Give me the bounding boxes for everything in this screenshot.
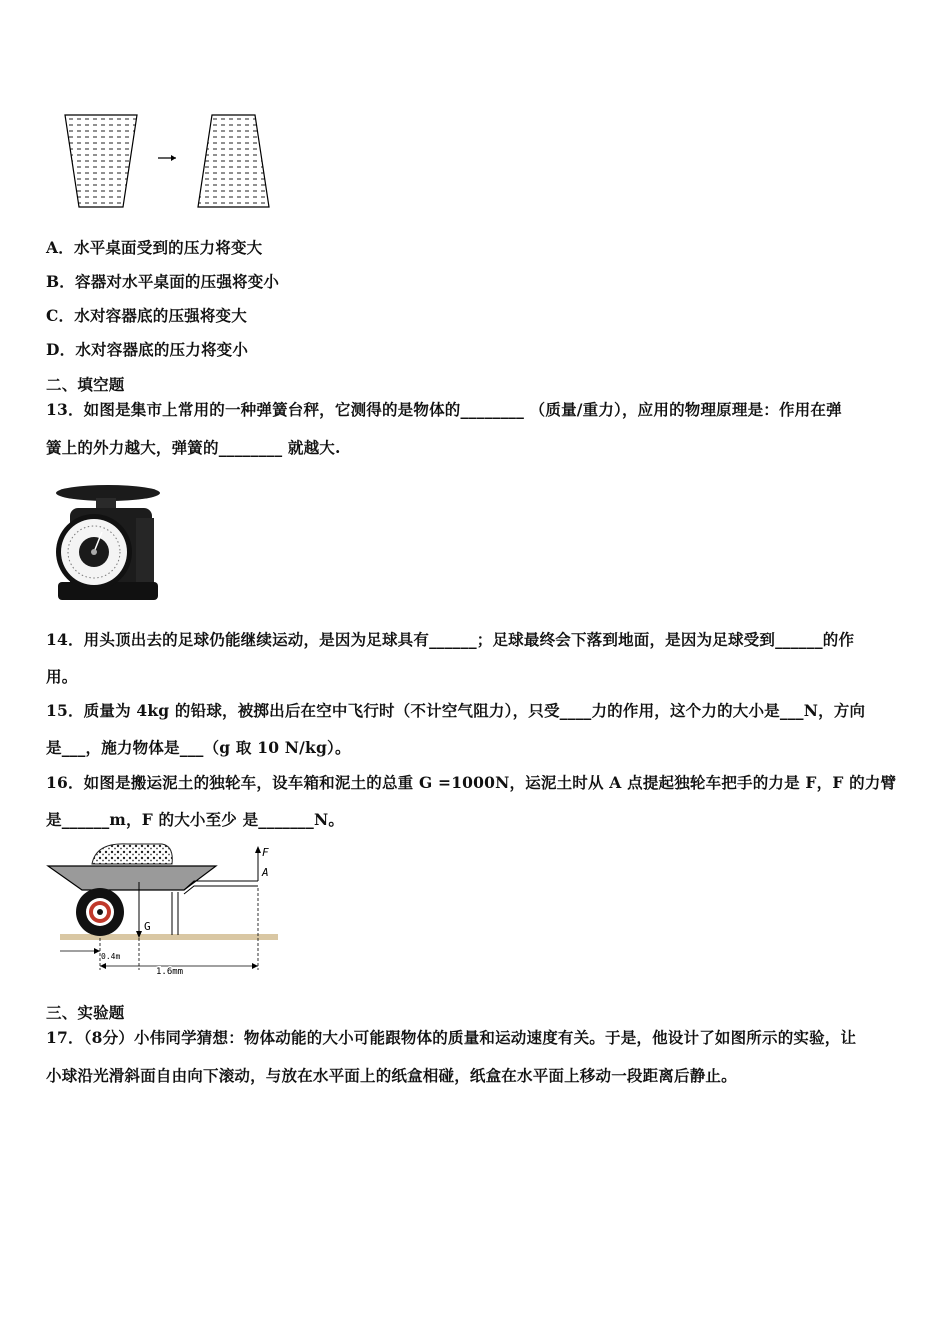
option-a-text: 水平桌面受到的压力将变大 [73,238,263,257]
option-c-text: 水对容器底的压强将变大 [74,306,247,325]
spring-scale-figure [52,482,162,604]
arrow-head [171,155,176,161]
option-b [46,270,279,292]
label-gravity: G [144,920,151,933]
option-d [46,338,248,360]
vessel-wide-bottom [198,115,269,207]
option-d-letter: D． [46,340,76,359]
vessel-wide-top [65,115,137,207]
q16-line2: 是______m，F 的大小至少 是_______N。 [46,810,345,829]
wheelbarrow-figure [44,838,284,978]
container-figure-svg [60,110,280,215]
q15-line2: 是___，施力物体是___（g 取 10 N/kg）。 [46,738,351,757]
wheelbarrow-svg [44,838,284,978]
option-c [46,304,247,326]
section-fill-blank-title: 二、填空题 [46,375,125,394]
label-force: F [262,846,269,859]
option-b-text: 容器对水平桌面的压强将变小 [75,272,280,291]
option-b-letter: B． [46,272,76,291]
option-c-letter: C． [46,306,75,325]
option-d-text: 水对容器底的压力将变小 [75,340,249,359]
q17-line2: 小球沿光滑斜面自由向下滚动，与放在水平面上的纸盒相碰，纸盒在水平面上移动一段距离后静止。 [46,1066,737,1085]
q16-line1: 16．如图是搬运泥土的独轮车，设车箱和泥土的总重 G =1000N，运泥土时从 A 点提起独轮车把手的力是 F，F 的力臂 [46,773,897,792]
label-dist-large: 1.6mm [156,967,184,977]
spring-scale-svg [52,482,162,604]
q13-line1: 13．如图是集市上常用的一种弹簧台秤，它测得的是物体的________ （质量/重力），应用的物理原理是：作用在弹 [46,400,842,419]
label-dist-small: 0.4m [101,952,121,961]
q14-line2: 用。 [46,667,78,686]
label-point: A [262,866,269,879]
option-a [46,236,262,258]
option-a-letter: A． [46,238,74,257]
section-experiment-title: 三、实验题 [46,1003,125,1022]
container-figure [60,110,280,215]
q14-line1: 14．用头顶出去的足球仍能继续运动，是因为足球具有______；足球最终会下落到地面，是因为足球受到______的作 [46,630,855,649]
q13-line2: 簧上的外力越大，弹簧的________ 就越大. [46,438,341,457]
q15-line1: 15．质量为 4kg 的铅球，被掷出后在空中飞行时（不计空气阻力），只受____力的作用，这个力的大小是___N，方向 [46,701,866,720]
q17-line1: 17．（8分）小伟同学猜想：物体动能的大小可能跟物体的质量和运动速度有关。于是，他设计了如图所示的实验，让 [46,1028,857,1047]
